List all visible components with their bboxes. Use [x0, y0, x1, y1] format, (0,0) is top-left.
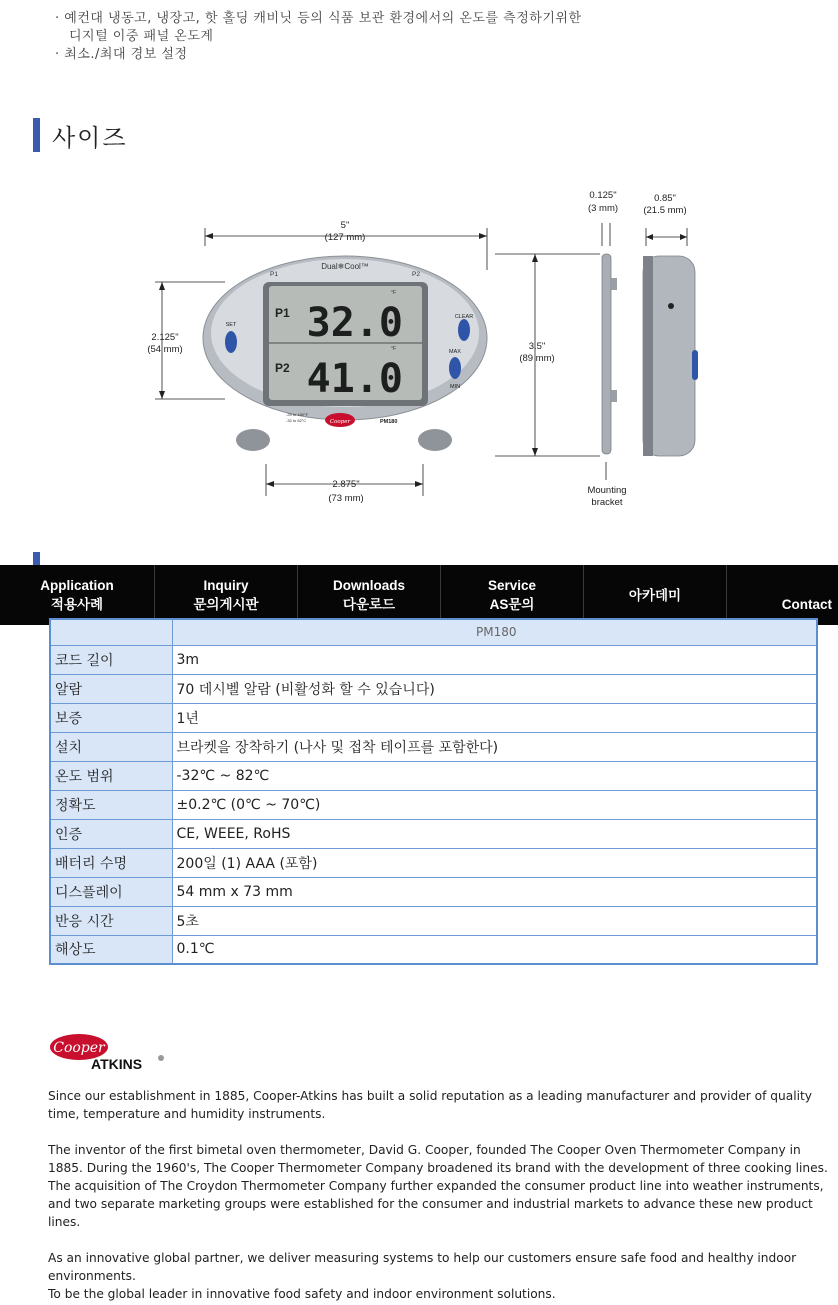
nav-academy[interactable] — [584, 565, 727, 625]
depth-mm: (89 mm) — [519, 353, 555, 364]
spec-key: 보증 — [50, 703, 172, 732]
clear-button-label: CLEAR — [454, 314, 474, 320]
spec-value: 54 mm x 73 mm — [172, 877, 817, 906]
table-row — [50, 877, 817, 906]
max-button-label: MAX — [449, 349, 461, 355]
p2-tag: P2 — [412, 271, 420, 278]
unit-2: °F — [391, 346, 397, 352]
nav-service-en: Service — [487, 578, 537, 593]
nav-inquiry[interactable] — [155, 565, 298, 625]
spec-value: 5초 — [172, 906, 817, 935]
nav-academy-label: 아카데미 — [628, 587, 682, 603]
spec-header-row — [50, 619, 817, 645]
nav-downloads-en: Downloads — [332, 578, 405, 593]
thermometer-front — [203, 256, 487, 451]
width-mm: (127 mm) — [324, 232, 366, 243]
spec-value: 브라켓을 장착하기 (나사 및 접착 테이프를 포함한다) — [172, 732, 817, 761]
side-mm: (21.5 mm) — [643, 205, 687, 216]
clear-button — [458, 319, 470, 341]
base-mm: (73 mm) — [328, 493, 364, 504]
table-row — [50, 645, 817, 674]
spec-value: 3m — [172, 645, 817, 674]
thin-mm: (3 mm) — [587, 203, 619, 214]
spec-key: 배터리 수명 — [50, 848, 172, 877]
reading-2: 41.0 — [306, 356, 403, 402]
nav-service[interactable] — [441, 565, 584, 625]
spec-key: 디스플레이 — [50, 877, 172, 906]
spec-key: 인증 — [50, 819, 172, 848]
table-row — [50, 703, 817, 732]
unit-1: °F — [391, 290, 397, 296]
spec-key: 정확도 — [50, 790, 172, 819]
about-paragraph-4: To be the global leader in innovative food safety and indoor environment solutions. — [48, 1287, 556, 1301]
intro-bullets — [55, 10, 582, 64]
nav-inquiry-en: Inquiry — [203, 578, 249, 593]
spec-header-model: PM180 — [172, 619, 817, 645]
product-dimension-diagram — [135, 178, 725, 518]
thin-label: 0.125" — [589, 190, 617, 201]
set-button — [225, 331, 237, 353]
table-row — [50, 935, 817, 964]
base-label: 2.875" — [332, 479, 360, 490]
table-row — [50, 732, 817, 761]
spec-header-key — [50, 619, 172, 645]
p1-tag: P1 — [270, 271, 278, 278]
spec-value: 200일 (1) AAA (포함) — [172, 848, 817, 877]
spec-key: 온도 범위 — [50, 761, 172, 790]
nav-service-ko: AS문의 — [489, 597, 535, 612]
nav-application-ko: 적용사례 — [50, 597, 104, 612]
spec-value: 70 데시벨 알람 (비활성화 할 수 있습니다) — [172, 674, 817, 703]
spec-key: 설치 — [50, 732, 172, 761]
spec-table — [49, 618, 818, 965]
spec-key: 해상도 — [50, 935, 172, 964]
nav-application[interactable] — [0, 565, 155, 625]
spec-key: 알람 — [50, 674, 172, 703]
table-row — [50, 761, 817, 790]
spec-key: 반응 시간 — [50, 906, 172, 935]
table-row — [50, 906, 817, 935]
logo-word: ATKINS — [91, 1056, 143, 1072]
intro-bullet-2: · 최소./최대 경보 설정 — [55, 47, 188, 62]
size-section-title: 사이즈 — [52, 123, 128, 152]
display-p2: P2 — [275, 361, 290, 375]
heading-accent-bar — [33, 118, 40, 152]
spec-value: -32℃ ~ 82℃ — [172, 761, 817, 790]
range-line-2: -32 to 82°C — [286, 418, 307, 423]
main-navigation — [0, 565, 838, 625]
logo-script: Cooper — [53, 1040, 105, 1056]
spec-value: 0.1℃ — [172, 935, 817, 964]
logo-mark — [158, 1055, 164, 1061]
spec-value: ±0.2℃ (0℃ ~ 70℃) — [172, 790, 817, 819]
range-line-1: -25 to 180°F — [286, 412, 309, 417]
brand-label: Dual❄Cool™ — [321, 262, 369, 271]
table-row — [50, 819, 817, 848]
about-paragraph-3: As an innovative global partner, we deliver measuring systems to help our customers ensure safe food and healthy indoor environments. — [48, 1251, 797, 1283]
nav-downloads-ko: 다운로드 — [342, 597, 396, 612]
nav-contact-label: Contact — [781, 596, 832, 612]
table-row — [50, 790, 817, 819]
mini-logo-text: Cooper — [329, 419, 351, 425]
side-label: 0.85" — [654, 193, 676, 204]
about-paragraph-2: The inventor of the first bimetal oven thermometer, David G. Cooper, founded The Cooper Oven Thermometer Company in 1885. During the 1960's, The Cooper Thermometer Company broadened its brand with the development of three cooking lines. The acquisition of The Croydon Thermometer Company further expanded the consumer product line into weather instruments, and two separate marketing groups were established for the consumer and industrial markets to advance these new product lines. — [48, 1143, 828, 1229]
set-button-label: SET — [225, 322, 237, 328]
min-button-label: MIN — [449, 384, 461, 390]
model-label: PM180 — [380, 419, 398, 425]
size-section-heading — [33, 118, 128, 152]
bracket-label-1: Mounting — [587, 485, 627, 496]
height-mm: (54 mm) — [147, 344, 183, 355]
height-label: 2.125" — [151, 332, 179, 343]
thermometer-thin-side — [602, 254, 617, 454]
depth-label: 3.5" — [528, 341, 546, 352]
about-paragraph-1: Since our establishment in 1885, Cooper-Atkins has built a solid reputation as a leading manufacturer and provider of quality time, temperature and humidity instruments. — [48, 1089, 812, 1121]
spec-key: 코드 길이 — [50, 645, 172, 674]
thermometer-side-profile — [643, 256, 698, 456]
company-about — [48, 1087, 828, 1303]
nav-downloads[interactable] — [298, 565, 441, 625]
nav-application-en: Application — [40, 578, 114, 593]
width-label: 5" — [340, 220, 350, 231]
spec-value: CE, WEEE, RoHS — [172, 819, 817, 848]
display-p1: P1 — [275, 306, 290, 320]
reading-1: 32.0 — [306, 300, 403, 346]
intro-bullet-1-cont: 디지털 이중 패널 온도계 — [69, 29, 214, 44]
cooper-atkins-logo — [49, 1032, 169, 1072]
bracket-label-2: bracket — [591, 497, 623, 508]
intro-bullet-1: · 예컨대 냉동고, 냉장고, 핫 홀딩 캐비닛 등의 식품 보관 환경에서의 온도를 측정하기위한 — [55, 11, 582, 26]
max-min-button — [449, 357, 461, 379]
nav-contact[interactable] — [727, 565, 838, 625]
table-row — [50, 848, 817, 877]
table-row — [50, 674, 817, 703]
nav-inquiry-ko: 문의게시판 — [193, 597, 259, 612]
spec-value: 1년 — [172, 703, 817, 732]
